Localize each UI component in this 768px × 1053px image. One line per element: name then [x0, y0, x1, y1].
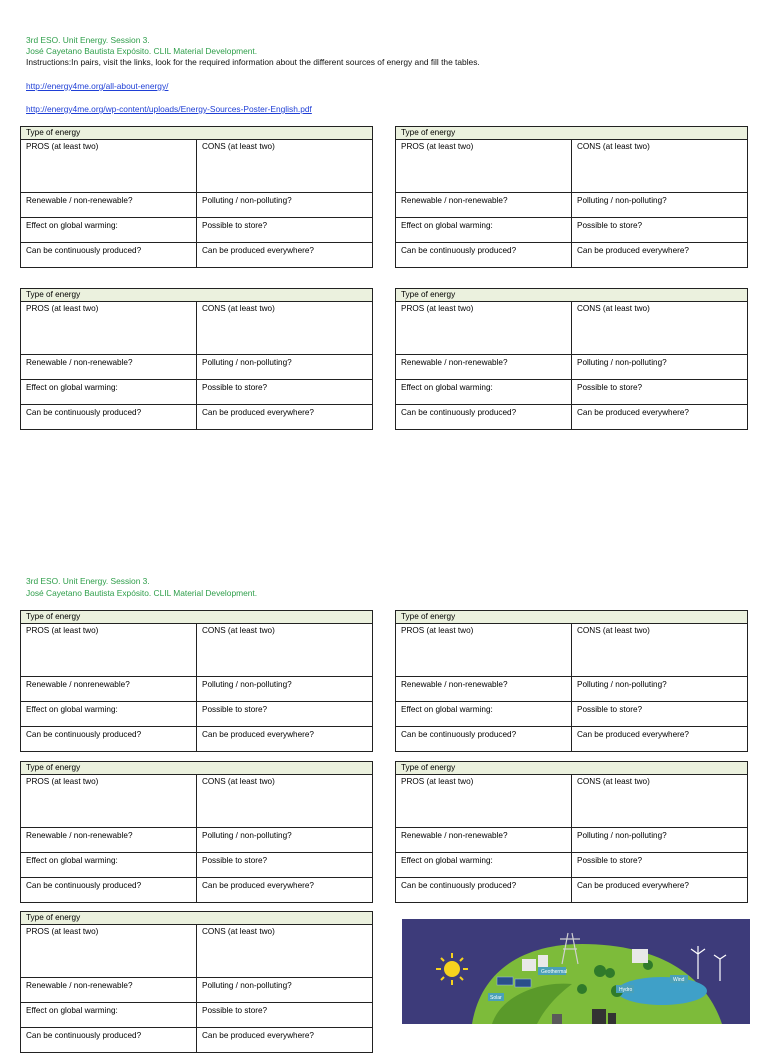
link-energy-sources-poster[interactable]: http://energy4me.org/wp-content/uploads/Energy-Sources-Poster-English.pdf	[26, 104, 312, 114]
polluting-field[interactable]: Polluting / non-polluting?	[202, 680, 292, 689]
header-author-line-2: José Cayetano Bautista Expósito. CLIL Material Development.	[26, 588, 258, 598]
pros-field[interactable]: PROS (at least two)	[396, 302, 572, 354]
renewable-field[interactable]: Renewable / non-renewable?	[21, 828, 197, 852]
continuous-field[interactable]: Can be continuously produced?	[396, 243, 572, 267]
cons-field[interactable]: CONS (at least two)	[202, 304, 275, 313]
energy-table-3	[20, 288, 373, 430]
pros-field[interactable]: PROS (at least two)	[21, 624, 197, 676]
continuous-field[interactable]: Can be continuously produced?	[396, 727, 572, 751]
store-field[interactable]: Possible to store?	[202, 221, 268, 230]
type-of-energy-field[interactable]: Type of energy	[396, 762, 747, 775]
polluting-field[interactable]: Polluting / non-polluting?	[577, 680, 667, 689]
cons-field[interactable]: CONS (at least two)	[202, 927, 275, 936]
label-solar: Solar	[490, 995, 502, 1001]
global-warming-field[interactable]: Effect on global warming:	[396, 218, 572, 242]
global-warming-field[interactable]: Effect on global warming:	[396, 380, 572, 404]
store-field[interactable]: Possible to store?	[577, 705, 643, 714]
global-warming-field[interactable]: Effect on global warming:	[396, 853, 572, 877]
store-field[interactable]: Possible to store?	[577, 221, 643, 230]
pros-field[interactable]: PROS (at least two)	[396, 624, 572, 676]
continuous-field[interactable]: Can be continuously produced?	[21, 1028, 197, 1052]
pros-field[interactable]: PROS (at least two)	[396, 140, 572, 192]
everywhere-field[interactable]: Can be produced everywhere?	[577, 881, 689, 890]
energy-table-7	[20, 761, 373, 903]
energy-table-1	[20, 126, 373, 268]
renewable-field[interactable]: Renewable / non-renewable?	[21, 978, 197, 1002]
type-of-energy-field[interactable]: Type of energy	[21, 289, 372, 302]
energy-sources-poster-image	[402, 919, 750, 1024]
everywhere-field[interactable]: Can be produced everywhere?	[577, 246, 689, 255]
link-all-about-energy[interactable]: http://energy4me.org/all-about-energy/	[26, 81, 169, 91]
energy-table-4	[395, 288, 748, 430]
polluting-field[interactable]: Polluting / non-polluting?	[202, 981, 292, 990]
renewable-field[interactable]: Renewable / non-renewable?	[396, 828, 572, 852]
global-warming-field[interactable]: Effect on global warming:	[396, 702, 572, 726]
pros-field[interactable]: PROS (at least two)	[21, 775, 197, 827]
everywhere-field[interactable]: Can be produced everywhere?	[202, 881, 314, 890]
label-wind: Wind	[673, 977, 685, 983]
everywhere-field[interactable]: Can be produced everywhere?	[577, 408, 689, 417]
continuous-field[interactable]: Can be continuously produced?	[21, 243, 197, 267]
polluting-field[interactable]: Polluting / non-polluting?	[577, 196, 667, 205]
energy-table-8	[395, 761, 748, 903]
renewable-field[interactable]: Renewable / non-renewable?	[21, 193, 197, 217]
renewable-field[interactable]: Renewable / non-renewable?	[396, 677, 572, 701]
polluting-field[interactable]: Polluting / non-polluting?	[202, 358, 292, 367]
polluting-field[interactable]: Polluting / non-polluting?	[577, 358, 667, 367]
energy-table-9	[20, 911, 373, 1053]
continuous-field[interactable]: Can be continuously produced?	[21, 405, 197, 429]
label-geothermal: Geothermal	[541, 969, 568, 975]
global-warming-field[interactable]: Effect on global warming:	[21, 702, 197, 726]
polluting-field[interactable]: Polluting / non-polluting?	[202, 831, 292, 840]
store-field[interactable]: Possible to store?	[202, 1006, 268, 1015]
renewable-field[interactable]: Renewable / non-renewable?	[396, 193, 572, 217]
type-of-energy-field[interactable]: Type of energy	[21, 127, 372, 140]
type-of-energy-field[interactable]: Type of energy	[396, 127, 747, 140]
type-of-energy-field[interactable]: Type of energy	[21, 611, 372, 624]
continuous-field[interactable]: Can be continuously produced?	[396, 878, 572, 902]
global-warming-field[interactable]: Effect on global warming:	[21, 1003, 197, 1027]
everywhere-field[interactable]: Can be produced everywhere?	[577, 730, 689, 739]
store-field[interactable]: Possible to store?	[577, 383, 643, 392]
store-field[interactable]: Possible to store?	[202, 383, 268, 392]
polluting-field[interactable]: Polluting / non-polluting?	[202, 196, 292, 205]
cons-field[interactable]: CONS (at least two)	[577, 142, 650, 151]
renewable-field[interactable]: Renewable / non-renewable?	[396, 355, 572, 379]
everywhere-field[interactable]: Can be produced everywhere?	[202, 730, 314, 739]
cons-field[interactable]: CONS (at least two)	[202, 626, 275, 635]
pros-field[interactable]: PROS (at least two)	[21, 302, 197, 354]
pros-field[interactable]: PROS (at least two)	[396, 775, 572, 827]
cons-field[interactable]: CONS (at least two)	[202, 142, 275, 151]
instructions-text: Instructions:In pairs, visit the links, look for the required information about the different sources of energy and fill the tables.	[26, 57, 480, 67]
store-field[interactable]: Possible to store?	[202, 856, 268, 865]
cons-field[interactable]: CONS (at least two)	[202, 777, 275, 786]
everywhere-field[interactable]: Can be produced everywhere?	[202, 1031, 314, 1040]
label-hydro: Hydro	[619, 987, 633, 993]
type-of-energy-field[interactable]: Type of energy	[21, 912, 372, 925]
energy-table-6	[395, 610, 748, 752]
continuous-field[interactable]: Can be continuously produced?	[396, 405, 572, 429]
header-course-line: 3rd ESO. Unit Energy. Session 3.	[26, 35, 150, 45]
pros-field[interactable]: PROS (at least two)	[21, 925, 197, 977]
global-warming-field[interactable]: Effect on global warming:	[21, 853, 197, 877]
global-warming-field[interactable]: Effect on global warming:	[21, 380, 197, 404]
everywhere-field[interactable]: Can be produced everywhere?	[202, 246, 314, 255]
type-of-energy-field[interactable]: Type of energy	[396, 289, 747, 302]
cons-field[interactable]: CONS (at least two)	[577, 626, 650, 635]
store-field[interactable]: Possible to store?	[577, 856, 643, 865]
cons-field[interactable]: CONS (at least two)	[577, 304, 650, 313]
header-author-line: José Cayetano Bautista Expósito. CLIL Material Development.	[26, 46, 258, 56]
cons-field[interactable]: CONS (at least two)	[577, 777, 650, 786]
header-course-line-2: 3rd ESO. Unit Energy. Session 3.	[26, 576, 150, 586]
continuous-field[interactable]: Can be continuously produced?	[21, 878, 197, 902]
continuous-field[interactable]: Can be continuously produced?	[21, 727, 197, 751]
type-of-energy-field[interactable]: Type of energy	[396, 611, 747, 624]
global-warming-field[interactable]: Effect on global warming:	[21, 218, 197, 242]
renewable-field[interactable]: Renewable / non-renewable?	[21, 355, 197, 379]
energy-table-2	[395, 126, 748, 268]
store-field[interactable]: Possible to store?	[202, 705, 268, 714]
pros-field[interactable]: PROS (at least two)	[21, 140, 197, 192]
renewable-field[interactable]: Renewable / nonrenewable?	[21, 677, 197, 701]
energy-table-5	[20, 610, 373, 752]
polluting-field[interactable]: Polluting / non-polluting?	[577, 831, 667, 840]
type-of-energy-field[interactable]: Type of energy	[21, 762, 372, 775]
everywhere-field[interactable]: Can be produced everywhere?	[202, 408, 314, 417]
